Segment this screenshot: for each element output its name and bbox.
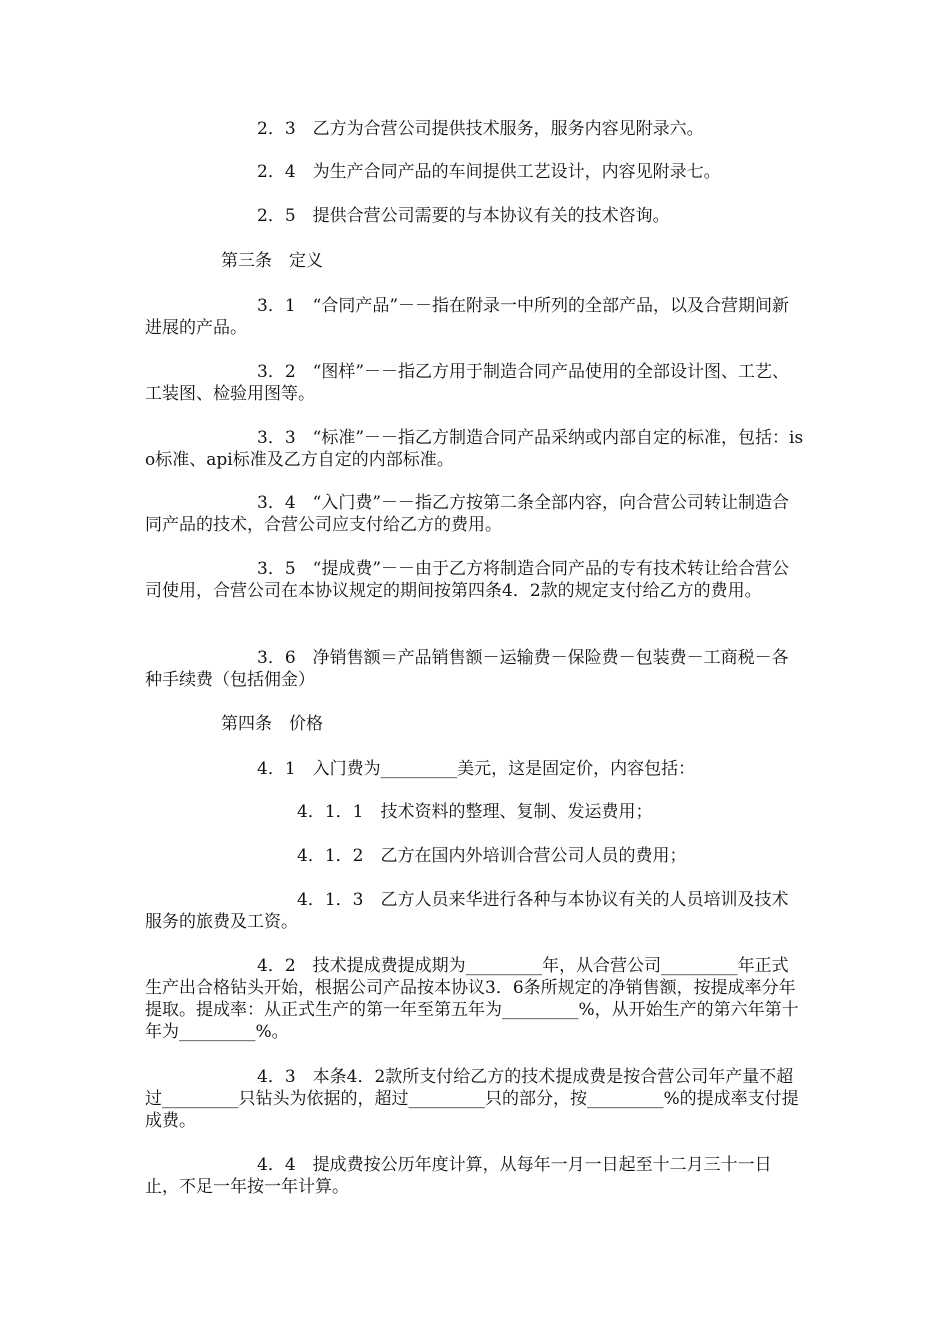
clause-4-3: 4．3 本条4．2款所支付给乙方的技术提成费是按合营公司年产量不超过_________只钻头为依据的，超过_________只的部分，按_________%的提成率支付提成费。 [145, 1067, 799, 1131]
clause-4-2: 4．2 技术提成费提成期为_________年，从合营公司_________年正式生产出合格钻头开始，根据公司产品按本协议3．6条所规定的净销售额，按提成率分年提取。提成率：从正式生产的第一年至第五年为_________%，从开始生产的第六年第十年为_________%。 [145, 956, 799, 1042]
clause-4-1: 4．1 入门费为_________美元，这是固定价，内容包括： [257, 759, 696, 779]
clause-3-4: 3．4 “入门费”－－指乙方按第二条全部内容，向合营公司转让制造合同产品的技术，合营公司应支付给乙方的费用。 [145, 493, 790, 535]
clause-4-4: 4．4 提成费按公历年度计算，从每年一月一日起至十二月三十一日止，不足一年按一年计算。 [145, 1155, 772, 1197]
clause-3-2: 3．2 “图样”－－指乙方用于制造合同产品使用的全部设计图、工艺、工装图、检验用图等。 [145, 362, 790, 404]
clause-4-1-2: 4．1．2 乙方在国内外培训合营公司人员的费用； [297, 846, 687, 866]
clause-2-4: 2．4 为生产合同产品的车间提供工艺设计，内容见附录七。 [257, 162, 721, 182]
clause-4-1-3: 4．1．3 乙方人员来华进行各种与本协议有关的人员培训及技术服务的旅费及工资。 [145, 890, 789, 932]
clause-3-1: 3．1 “合同产品”－－指在附录一中所列的全部产品，以及合营期间新进展的产品。 [145, 296, 790, 338]
clause-3-6: 3．6 净销售额＝产品销售额－运输费－保险费－包装费－工商税－各种手续费（包括佣金） [145, 648, 789, 690]
clause-2-3: 2．3 乙方为合营公司提供技术服务，服务内容见附录六。 [257, 119, 704, 139]
clause-3-5: 3．5 “提成费”－－由于乙方将制造合同产品的专有技术转让给合营公司使用，合营公司在本协议规定的期间按第四条4．2款的规定支付给乙方的费用。 [145, 559, 790, 601]
article-3-heading: 第三条 定义 [221, 251, 323, 271]
article-4-heading: 第四条 价格 [221, 714, 323, 734]
clause-3-3: 3．3 “标准”－－指乙方制造合同产品采纳或内部自定的标准，包括：iso标准、api标准及乙方自定的内部标准。 [145, 428, 804, 470]
clause-4-1-1: 4．1．1 技术资料的整理、复制、发运费用； [297, 802, 653, 822]
clause-2-5: 2．5 提供合营公司需要的与本协议有关的技术咨询。 [257, 206, 670, 226]
